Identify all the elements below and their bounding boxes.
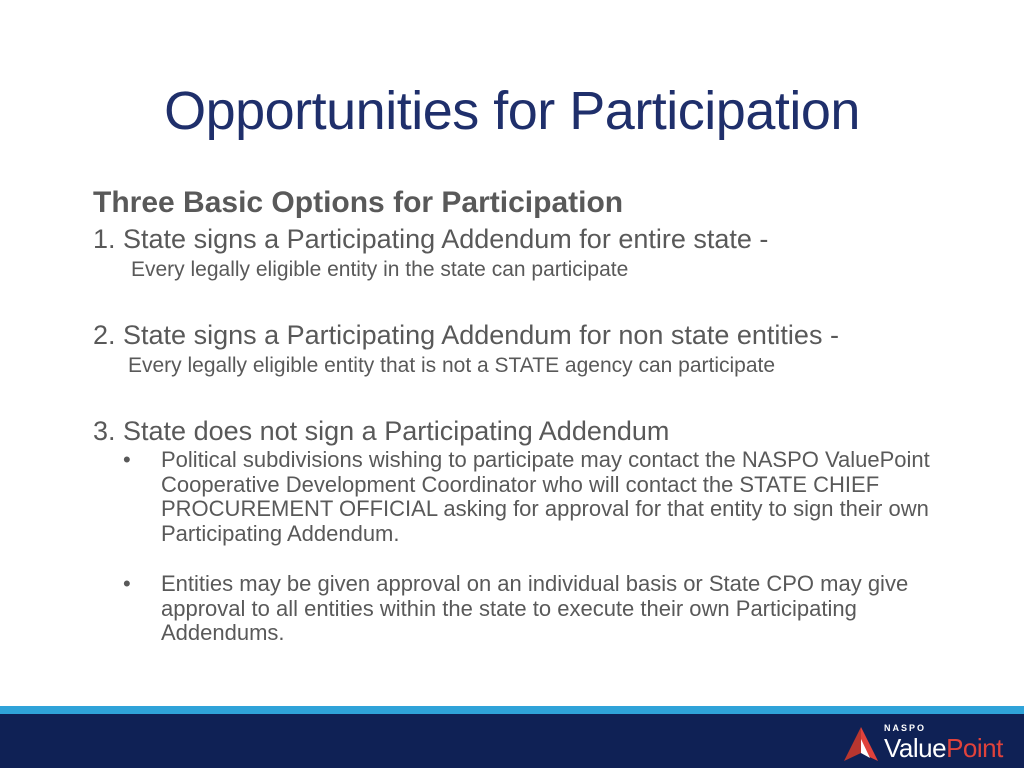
option-3-line: 3. State does not sign a Participating Addendum	[93, 416, 670, 446]
bullet-dot-icon: •	[123, 447, 131, 472]
slide-body	[93, 184, 973, 646]
subheading: Three Basic Options for Participation	[93, 186, 624, 219]
option-2-detail: Every legally eligible entity that is not a STATE agency can participate	[128, 354, 776, 377]
option-1-detail: Every legally eligible entity in the state can participate	[131, 258, 629, 281]
logo-naspo-text: NASPO	[884, 723, 927, 733]
logo-arrow-icon	[842, 725, 880, 763]
bullet-text: Entities may be given approval on an individual basis or State CPO may give approval to all entities within the state to execute their own Participating Addendums.	[161, 571, 909, 645]
bullet-dot-icon: •	[123, 571, 131, 596]
bullet-text: Political subdivisions wishing to participate may contact the NASPO ValuePoint Cooperative Development Coordinator who will contact the STATE CHIEF PROCUREMENT OFFICIAL asking for approval for that entity to sign their own Participating Addendum.	[161, 447, 930, 546]
option-2-line: 2. State signs a Participating Addendum for non state entities -	[93, 320, 839, 350]
naspo-valuepoint-logo	[840, 723, 1003, 765]
bullet-item	[93, 572, 973, 646]
slide-title: Opportunities for Participation	[164, 81, 860, 141]
bullet-item	[93, 448, 973, 546]
logo-valuepoint-text: ValuePoint	[884, 733, 1003, 763]
option-3-bullets	[93, 448, 973, 646]
footer-stripe	[0, 706, 1024, 714]
option-1-line: 1. State signs a Participating Addendum for entire state -	[93, 224, 769, 254]
